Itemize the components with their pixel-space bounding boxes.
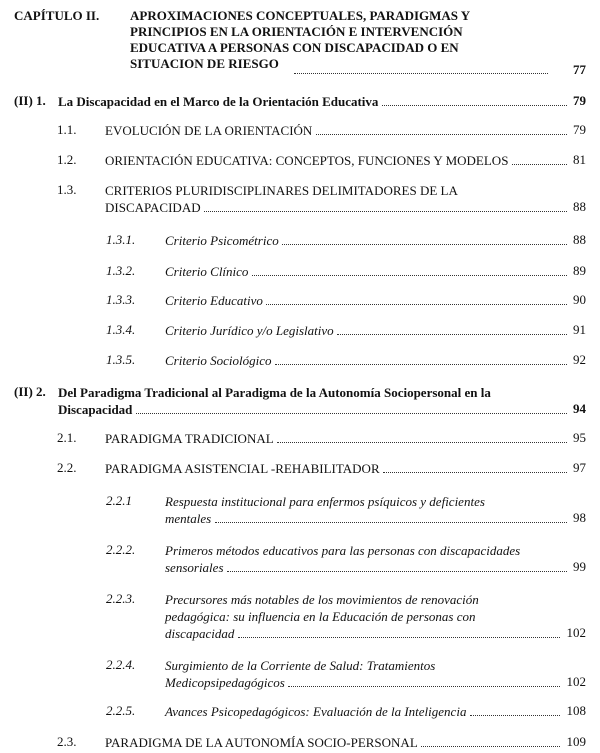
page-number: 88 — [573, 232, 586, 247]
entry-title-line: PARADIGMA TRADICIONAL — [105, 431, 274, 446]
entry-number: 2.2.1 — [106, 493, 132, 508]
entry-number: 1.2. — [57, 152, 77, 167]
entry-title-line: mentales — [165, 511, 212, 526]
page-number: 81 — [573, 152, 586, 167]
entry-title — [105, 460, 380, 477]
chapter-title-line: APROXIMACIONES CONCEPTUALES, PARADIGMAS Y — [130, 8, 471, 23]
page-number: 95 — [573, 430, 586, 445]
entry-title-line: DISCAPACIDAD — [105, 200, 201, 215]
chapter-title-line: SITUACION DE RIESGO — [130, 56, 279, 71]
entry-title-line: Primeros métodos educativos para las personas con discapacidades — [165, 543, 521, 558]
page-number: 79 — [573, 93, 586, 108]
page-number: 79 — [573, 122, 586, 137]
entry-number: 2.2.3. — [106, 591, 136, 606]
dot-leader — [136, 413, 567, 414]
dot-leader — [383, 472, 567, 473]
entry-number: 1.3.3. — [106, 292, 136, 307]
entry-title-line: La Discapacidad en el Marco de la Orientación Educativa — [58, 94, 379, 109]
page-number: 89 — [573, 263, 586, 278]
entry-number: 2.2. — [57, 460, 77, 475]
entry-number: 1.3.1. — [106, 232, 136, 247]
entry-number: 2.2.5. — [106, 703, 136, 718]
entry-number: 2.2.2. — [106, 542, 136, 557]
entry-title-line: Respuesta institucional para enfermos psíquicos y deficientes — [165, 494, 485, 509]
entry-title-line: Surgimiento de la Corriente de Salud: Tratamientos — [165, 658, 436, 673]
entry-title-line: Criterio Psicométrico — [165, 233, 279, 248]
entry-title-line: Del Paradigma Tradicional al Paradigma de la Autonomía Sociopersonal en la — [58, 385, 491, 400]
entry-title-line: PARADIGMA DE LA AUTONOMÍA SOCIO-PERSONAL — [105, 735, 418, 750]
entry-title-line: sensoriales — [165, 560, 224, 575]
entry-title — [165, 263, 248, 280]
dot-leader — [470, 715, 560, 716]
entry-title — [105, 122, 312, 139]
page-number: 109 — [566, 734, 586, 749]
page-number: 97 — [573, 460, 586, 475]
page-number: 99 — [573, 559, 586, 574]
chapter-title-line: EDUCATIVA A PERSONAS CON DISCAPACIDAD O EN — [130, 40, 459, 55]
entry-title-line: Criterio Sociológico — [165, 353, 272, 368]
page-number: 102 — [566, 674, 586, 689]
page-number: 90 — [573, 292, 586, 307]
entry-title-line: PARADIGMA ASISTENCIAL -REHABILITADOR — [105, 461, 380, 476]
entry-title-line: Discapacidad — [58, 402, 133, 417]
chapter-label: CAPÍTULO II. — [14, 8, 100, 23]
dot-leader — [288, 686, 560, 687]
entry-title-line: CRITERIOS PLURIDISCIPLINARES DELIMITADORES DE LA — [105, 183, 458, 198]
entry-title — [105, 734, 418, 751]
entry-title — [165, 322, 334, 339]
entry-title-line: Criterio Clínico — [165, 264, 249, 279]
page-number: 77 — [573, 62, 586, 77]
page-number: 102 — [566, 625, 586, 640]
entry-title — [165, 232, 279, 249]
dot-leader — [382, 105, 567, 106]
dot-leader — [294, 73, 548, 74]
dot-leader — [204, 211, 567, 212]
dot-leader — [282, 244, 567, 245]
dot-leader — [277, 442, 567, 443]
dot-leader — [337, 334, 567, 335]
entry-number: 1.3.5. — [106, 352, 136, 367]
entry-title-line: EVOLUCIÓN DE LA ORIENTACIÓN — [105, 123, 313, 138]
page-number: 94 — [573, 401, 586, 416]
page-number: 88 — [573, 199, 586, 214]
page-number: 91 — [573, 322, 586, 337]
entry-title-line: pedagógica: su influencia en la Educación de personas con — [165, 609, 476, 624]
chapter-title-line: PRINCIPIOS EN LA ORIENTACIÓN E INTERVENCIÓN — [130, 24, 463, 39]
entry-number: (II) 1. — [14, 93, 46, 108]
entry-title-line: discapacidad — [165, 626, 235, 641]
entry-title — [165, 292, 263, 309]
entry-title — [165, 591, 479, 642]
entry-title — [58, 93, 378, 110]
entry-number: 2.2.4. — [106, 657, 136, 672]
entry-title-line: Criterio Educativo — [165, 293, 263, 308]
entry-number: 2.1. — [57, 430, 77, 445]
dot-leader — [316, 134, 567, 135]
page-number: 108 — [566, 703, 586, 718]
entry-title-line: ORIENTACIÓN EDUCATIVA: CONCEPTOS, FUNCIONES Y MODELOS — [105, 153, 509, 168]
entry-number: 2.3. — [57, 734, 77, 749]
entry-number: 1.3.2. — [106, 263, 136, 278]
page-number: 92 — [573, 352, 586, 367]
entry-number: 1.1. — [57, 122, 77, 137]
dot-leader — [275, 364, 567, 365]
entry-title-line: Medicopsipedagógicos — [165, 675, 285, 690]
dot-leader — [266, 304, 567, 305]
dot-leader — [252, 275, 567, 276]
dot-leader — [421, 746, 560, 747]
dot-leader — [238, 637, 560, 638]
entry-number: 1.3.4. — [106, 322, 136, 337]
entry-number: 1.3. — [57, 182, 77, 197]
dot-leader — [512, 164, 567, 165]
entry-title — [105, 430, 274, 447]
entry-title — [165, 352, 272, 369]
entry-title-line: Precursores más notables de los movimientos de renovación — [165, 592, 479, 607]
entry-title-line: Criterio Jurídico y/o Legislativo — [165, 323, 334, 338]
chapter-title — [130, 8, 530, 72]
entry-title — [165, 703, 466, 720]
dot-leader — [227, 571, 567, 572]
entry-title-line: Avances Psicopedagógicos: Evaluación de la Inteligencia — [165, 704, 467, 719]
entry-number: (II) 2. — [14, 384, 46, 399]
dot-leader — [215, 522, 567, 523]
entry-title — [105, 152, 508, 169]
page-number: 98 — [573, 510, 586, 525]
